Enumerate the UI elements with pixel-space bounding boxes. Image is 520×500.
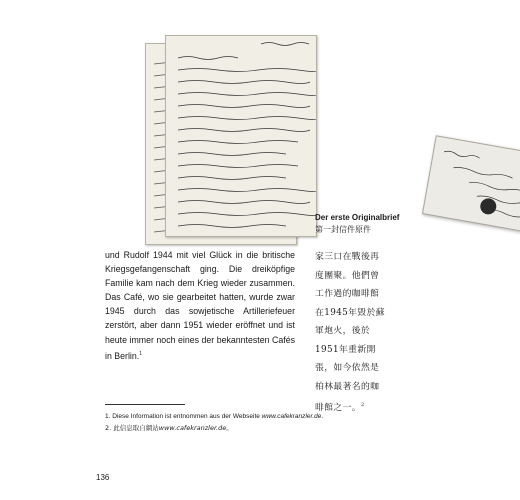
- footnote-ref-1: 1: [139, 350, 143, 357]
- footnote-divider: [105, 404, 185, 405]
- footnote-1-link: www.cafekranzler.de: [261, 413, 322, 420]
- envelope-address: [423, 136, 520, 233]
- footnote-2-suffix: 。: [226, 423, 233, 432]
- footnotes: [105, 411, 323, 434]
- chinese-text: 家三口在戰後再度團聚。他們曾工作過的咖啡館在1945年毀於蘇軍炮火，後於1951年重新開張，如今依然是柏林最著名的咖啡館之一。: [315, 252, 385, 413]
- footnote-2: [105, 423, 323, 435]
- footnote-2-link: www.cafekranzler.de: [158, 423, 227, 432]
- german-paragraph: [105, 248, 295, 363]
- photo-caption: [315, 212, 399, 236]
- footnote-2-text: 2. 此信息取自網站: [105, 423, 159, 432]
- envelope: [422, 135, 520, 235]
- caption-chinese: 第一封信件原件: [315, 225, 371, 234]
- german-text: und Rudolf 1944 mit viel Glück in die britische Kriegsgefangenschaft ging. Die dreiköpfige Familie kam nach dem Krieg wieder zusammen. Das Café, wo sie gearbeitet hatten, wurde zwar 1945 durch das sowjetische Artilleriefeuer zerstört, aber dann 1951 wieder eröffnet und ist heute immer noch eines der bekanntesten Cafés in Berlin.: [105, 250, 295, 361]
- footnote-ref-2: 2: [361, 402, 365, 408]
- footnote-1: [105, 411, 323, 423]
- page-number: 136: [96, 473, 110, 482]
- letter-page-front: [165, 35, 317, 237]
- letter-photo: [145, 35, 380, 240]
- handwriting-front: [166, 36, 316, 236]
- footnote-1-text: 1. Diese Information ist entnommen aus der Webseite: [105, 413, 262, 420]
- chinese-paragraph: [315, 248, 385, 417]
- footnote-1-suffix: .: [321, 413, 324, 420]
- caption-german: Der erste Originalbrief: [315, 213, 400, 222]
